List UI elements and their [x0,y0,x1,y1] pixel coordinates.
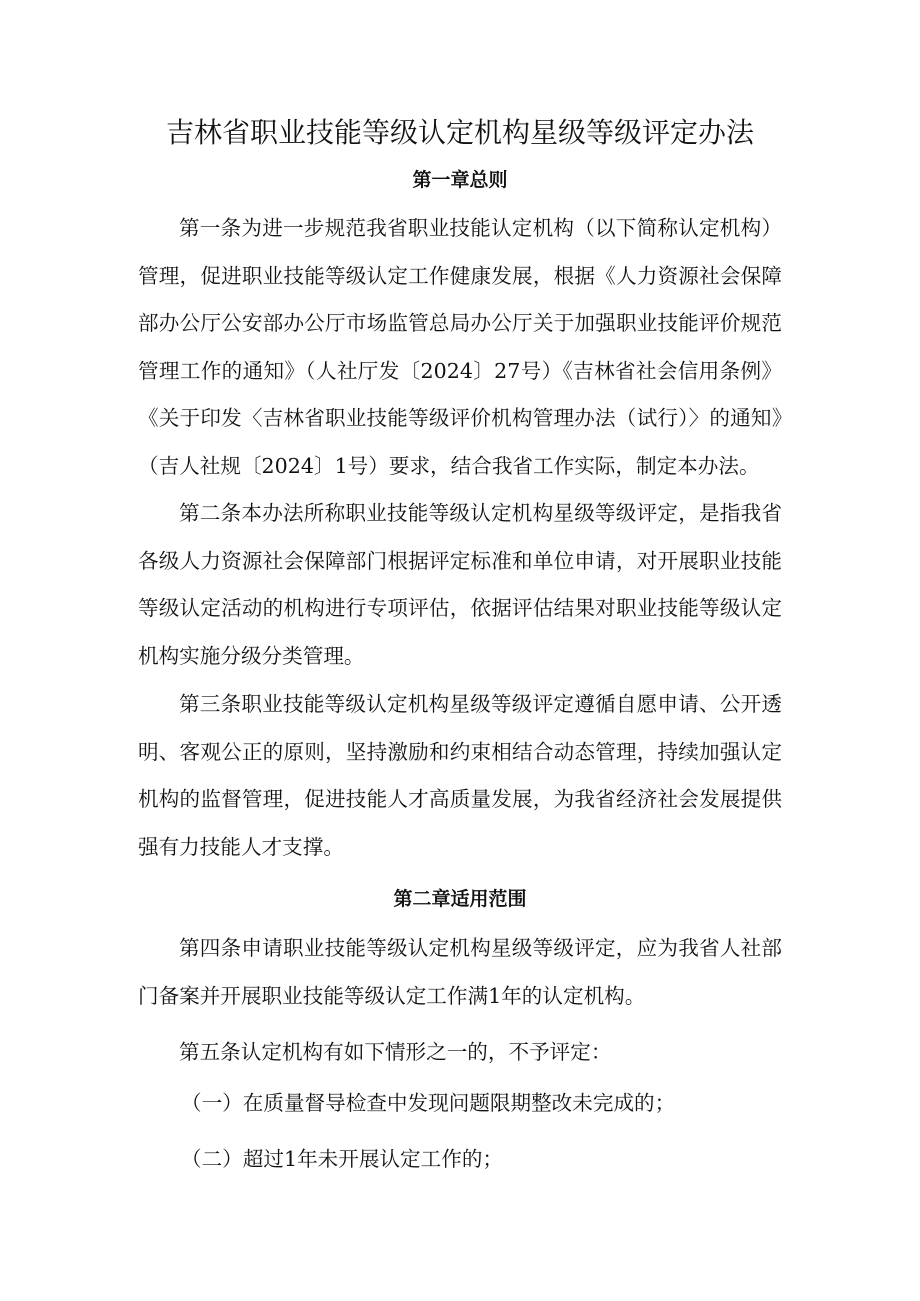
list-item-2: （二）超过1年未开展认定工作的； [181,1147,504,1171]
article-1: 第一条为进一步规范我省职业技能认定机构（以下简称认定机构）管理，促进职业技能等级认定工作健康发展，根据《人力资源社会保障部办公厅公安部办公厅市场监管总局办公厅关于加强职业技能评价规范管理工作的通知》（人社厅发〔2024〕27号）《吉林省社会信用条例》《关于印发〈吉林省职业技能等级评价机构管理办法（试行）〉的通知》（吉人社规〔2024〕1号）要求，结合我省工作实际，制定本办法。 [138,216,782,478]
article-4: 第四条申请职业技能等级认定机构星级等级评定，应为我省人社部门备案并开展职业技能等级认定工作满1年的认定机构。 [138,936,782,1008]
chapter-heading-2: 第二章适用范围 [393,888,527,910]
chapter-heading-1: 第一章总则 [412,169,508,191]
article-5: 第五条认定机构有如下情形之一的，不予评定： [179,1040,612,1064]
article-3: 第三条职业技能等级认定机构星级等级评定遵循自愿申请、公开透明、客观公正的原则，坚持激励和约束相结合动态管理，持续加强认定机构的监督管理，促进技能人才高质量发展，为我省经济社会发展提供强有力技能人才支撑。 [138,692,782,859]
list-item-1: （一）在质量督导检查中发现问题限期整改未完成的； [181,1091,676,1115]
document-title: 吉林省职业技能等级认定机构星级等级评定办法 [165,116,754,149]
article-2: 第二条本办法所称职业技能等级认定机构星级等级评定，是指我省各级人力资源社会保障部门根据评定标准和单位申请，对开展职业技能等级认定活动的机构进行专项评估，依据评估结果对职业技能等级认定机构实施分级分类管理。 [138,501,782,668]
